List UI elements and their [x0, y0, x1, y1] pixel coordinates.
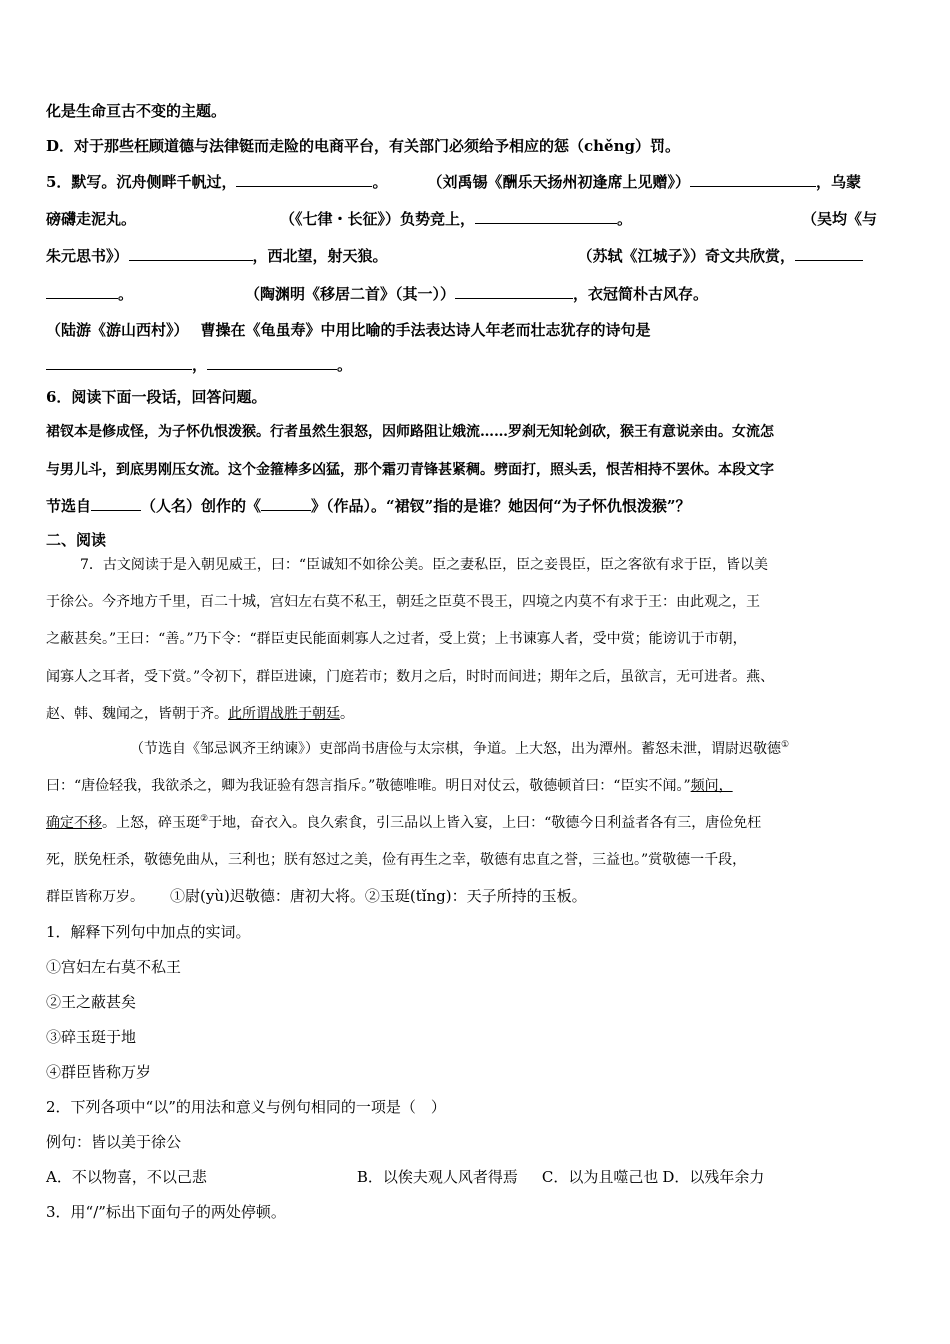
q4-option-d: D．对于那些枉顾道德与法律铤而走险的电商平台，有关部门必须给予相应的惩（chěng）罚。	[46, 137, 680, 155]
q5-text: ，	[192, 356, 208, 374]
answer-blank[interactable]	[475, 209, 617, 224]
q7-passage-line-6	[130, 739, 789, 759]
q5-text: 。	[337, 356, 353, 374]
q7-passage-line-4: 闻寡人之耳者，受下赏。”令初下，群臣进谏，门庭若市；数月之后，时时而间进；期年之后，虽欲言，无可进者。燕、	[46, 669, 775, 685]
q7-passage-line-9: 死，朕免枉杀，敬德免曲从，三利也；朕有怒过之美，俭有再生之幸，敬德有忠直之誉，三益也。”赏敬德一千段，	[46, 852, 747, 868]
q7-passage-line-1: 7．古文阅读于是入朝见威王，曰：“臣诚知不如徐公美。臣之妻私臣，臣之妾畏臣，臣之客欲有求于臣，皆以美	[80, 557, 769, 573]
q5-line-6	[46, 355, 352, 375]
q5-line-5	[46, 320, 651, 340]
q5-line-2	[46, 209, 877, 229]
underlined-sentence: 此所谓战胜于朝廷	[228, 706, 340, 722]
subq1-item: ④群臣皆称万岁	[46, 1063, 152, 1081]
q5-text: （《七律・长征》）负势竞上，	[280, 210, 476, 228]
q6-passage-line-1: 裙钗本是修成怪，为子怀仇恨泼猴。行者虽然生狠怒，因师路阻让娥流……罗刹无知轮剑砍，猴王有意说亲由。女流怎	[46, 424, 774, 440]
answer-blank[interactable]	[46, 355, 192, 370]
q5-text: ，西北望，射天狼。	[252, 247, 388, 265]
option-d[interactable]: D．以残年余力	[662, 1168, 765, 1186]
q7-text: 群臣皆称万岁。	[46, 889, 144, 905]
q7-text: （节选自《邹忌讽齐王纳谏》）吏部尚书唐俭与太宗棋，争道。上大怒，出为潭州。蓄怒未泄，谓尉迟敬德	[130, 741, 781, 757]
answer-blank[interactable]	[236, 172, 372, 187]
answer-blank[interactable]	[795, 246, 863, 261]
q5-text: （苏轼《江城子》）奇文共欣赏，	[577, 247, 796, 265]
q5-line-4	[46, 284, 708, 304]
answer-blank[interactable]	[261, 496, 311, 511]
footnote-marker: ①	[781, 740, 790, 750]
q6-text: 》（作品）。“裙钗”指的是谁？她因何“为子怀仇恨泼猴”？	[311, 497, 691, 515]
section-heading-reading: 二、阅读	[46, 531, 107, 549]
underlined-sentence: 频问，	[690, 778, 733, 794]
q5-text: 。	[118, 285, 134, 303]
q6-text: 节选自	[46, 497, 92, 515]
q5-line-3	[46, 246, 863, 266]
q5-text: 。	[372, 173, 388, 191]
answer-blank[interactable]	[690, 172, 816, 187]
q5-text: 曹操在《龟虽寿》中用比喻的手法表达诗人年老而壮志犹存的诗句是	[200, 321, 651, 339]
subq2-options	[46, 1167, 764, 1187]
subq2-title: 2．下列各项中“以”的用法和意义与例句相同的一项是（ ）	[46, 1098, 446, 1116]
answer-blank[interactable]	[455, 284, 573, 299]
q5-text: ，乌蒙	[815, 173, 861, 191]
q7-passage-line-8	[46, 813, 761, 833]
subq1-item: ③碎玉珽于地	[46, 1028, 137, 1046]
q7-text: 。上怒，碎玉珽	[102, 815, 200, 831]
q5-text: （陆游《游山西村》）	[46, 321, 189, 339]
q6-text: （人名）创作的《	[141, 497, 262, 515]
q7-text: 于地，奋衣入。良久索食，引三品以上皆入宴，上曰：“敬德今日利益者各有三，唐俭免枉	[208, 815, 762, 831]
answer-blank[interactable]	[207, 355, 337, 370]
underlined-sentence: 确定不移	[46, 815, 102, 831]
q6-question	[46, 496, 691, 516]
option-c[interactable]: C．以为且噬己也	[541, 1168, 659, 1186]
q7-passage-line-2: 于徐公。今齐地方千里，百二十城，宫妇左右莫不私王，朝廷之臣莫不畏王，四境之内莫不有求于王：由此观之，王	[46, 594, 760, 610]
q4-continuation-line: 化是生命亘古不变的主题。	[46, 102, 227, 120]
q5-text: 5．默写。沉舟侧畔千帆过，	[46, 173, 237, 191]
q6-passage-line-2: 与男儿斗，到底男刚压女流。这个金箍棒多凶猛，那个霜刃青锋甚紧稠。劈面打，照头丢，恨苦相持不罢休。本段文字	[46, 462, 774, 478]
answer-blank[interactable]	[91, 496, 141, 511]
footnotes: ①尉(yù)迟敬德：唐初大将。②玉珽(tǐng)：天子所持的玉板。	[170, 887, 587, 905]
footnote-marker: ②	[200, 814, 209, 824]
q5-line-1	[46, 172, 861, 192]
answer-blank[interactable]	[129, 246, 253, 261]
q7-passage-line-7	[46, 776, 733, 796]
subq1-title: 1．解释下列句中加点的实词。	[46, 923, 251, 941]
q5-text: （刘禹锡《酬乐天扬州初逢席上见赠》）	[427, 173, 690, 191]
q5-text: 朱元思书》）	[46, 247, 129, 265]
q5-text: （吴均《与	[802, 210, 878, 228]
subq1-item: ②王之蔽甚矣	[46, 993, 137, 1011]
subq2-example: 例句：皆以美于徐公	[46, 1133, 182, 1151]
subq3-title: 3．用“/”标出下面句子的两处停顿。	[46, 1203, 286, 1221]
q7-text: 。	[340, 706, 354, 722]
q7-passage-line-3: 之蔽甚矣。”王曰：“善。”乃下令：“群臣吏民能面刺寡人之过者，受上赏；上书谏寡人者，受中赏；能谤讥于市朝，	[46, 631, 747, 647]
q6-title: 6．阅读下面一段话，回答问题。	[46, 388, 267, 406]
q5-text: 磅礴走泥丸。	[46, 210, 137, 228]
answer-blank[interactable]	[46, 284, 118, 299]
q5-text: ，衣冠简朴古风存。	[573, 285, 709, 303]
q7-text: 赵、韩、魏闻之，皆朝于齐。	[46, 706, 228, 722]
option-a[interactable]: A．不以物喜，不以己悲	[46, 1168, 207, 1186]
subq1-item: ①宫妇左右莫不私王	[46, 958, 182, 976]
q5-text: （陶渊明《移居二首》（其一））	[245, 285, 456, 303]
q5-text: 。	[617, 210, 633, 228]
q7-text: 曰：“唐俭轻我，我欲杀之，卿为我证验有怨言指斥。”敬德唯唯。明日对仗云，敬德顿首曰：“臣实不闻。”	[46, 778, 691, 794]
q7-passage-line-5	[46, 704, 354, 724]
q7-passage-line-10	[46, 886, 587, 907]
option-b[interactable]: B．以俟夫观人风者得焉	[356, 1168, 518, 1186]
